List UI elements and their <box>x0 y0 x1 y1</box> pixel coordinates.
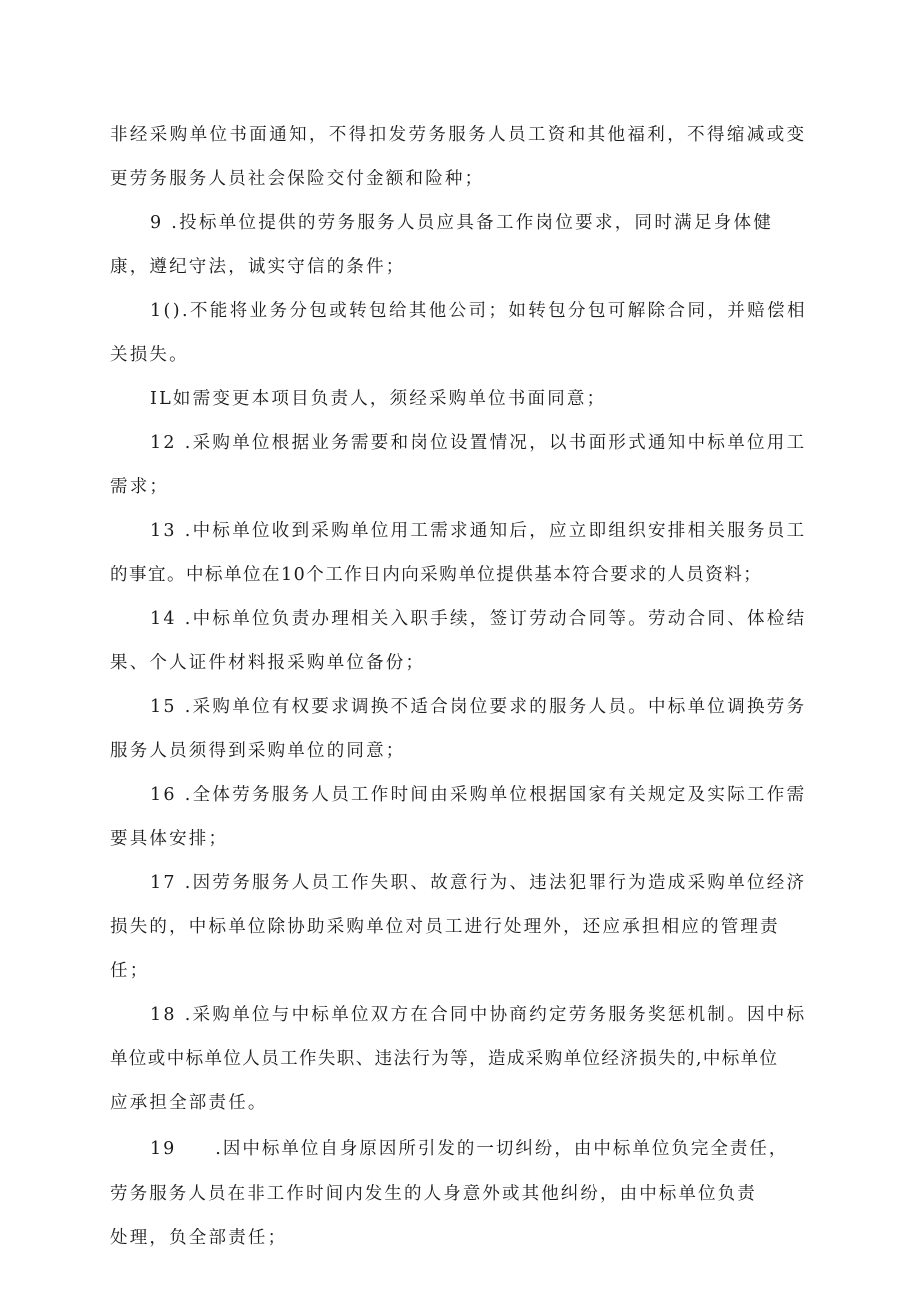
text-line-23: 应承担全部责任。 <box>110 1093 268 1113</box>
text-line-22: 单位或中标单位人员工作失职、违法行为等，造成采购单位经济损失的,中标单位 <box>110 1049 779 1069</box>
text-line-21: 18 .采购单位与中标单位双方在合同中协商约定劳务服务奖惩机制。因中标 <box>150 1005 807 1025</box>
text-line-24: 19 .因中标单位自身原因所引发的一切纠纷，由中标单位负完全责任， <box>150 1139 789 1159</box>
text-line-15: 服务人员须得到采购单位的同意； <box>110 741 406 761</box>
text-line-6: 关损失。 <box>110 345 189 365</box>
text-line-20: 任； <box>110 961 150 981</box>
text-line-2: 更劳务服务人员社会保险交付金额和险种； <box>110 169 485 189</box>
text-line-10: 13 .中标单位收到采购单位用工需求通知后，应立即组织安排相关服务员工 <box>150 521 807 541</box>
text-line-9: 需求； <box>110 477 170 497</box>
text-line-25: 劳务服务人员在非工作时间内发生的人身意外或其他纠纷，由中标单位负责 <box>110 1184 757 1204</box>
text-line-17: 要具体安排； <box>110 829 229 849</box>
text-line-1: 非经采购单位书面通知，不得扣发劳务服务人员工资和其他福利，不得缩减或变 <box>110 125 807 145</box>
text-line-19: 损失的，中标单位除协助采购单位对员工进行处理外，还应承担相应的管理责 <box>110 917 780 937</box>
text-line-8: 12 .采购单位根据业务需要和岗位设置情况，以书面形式通知中标单位用工 <box>150 433 807 453</box>
text-line-13: 果、个人证件材料报采购单位备份； <box>110 653 426 673</box>
text-line-4: 康，遵纪守法，诚实守信的条件； <box>110 257 406 277</box>
text-line-11: 的事宜。中标单位在10个工作日内向采购单位提供基本符合要求的人员资料； <box>110 565 763 585</box>
text-line-16: 16 .全体劳务服务人员工作时间由采购单位根据国家有关规定及实际工作需 <box>150 785 807 805</box>
text-line-26: 处理，负全部责任； <box>110 1228 288 1248</box>
text-line-3: 9 .投标单位提供的劳务服务人员应具备工作岗位要求，同时满足身体健 <box>150 213 774 233</box>
text-line-7: IL如需变更本项目负责人，须经采购单位书面同意； <box>150 389 607 409</box>
text-line-5: 1().不能将业务分包或转包给其他公司；如转包分包可解除合同，并赔偿相 <box>150 301 807 321</box>
text-line-18: 17 .因劳务服务人员工作失职、故意行为、违法犯罪行为造成采购单位经济 <box>150 873 807 893</box>
text-line-12: 14 .中标单位负责办理相关入职手续，签订劳动合同等。劳动合同、体检结 <box>150 609 807 629</box>
text-line-14: 15 .采购单位有权要求调换不适合岗位要求的服务人员。中标单位调换劳务 <box>150 697 807 717</box>
